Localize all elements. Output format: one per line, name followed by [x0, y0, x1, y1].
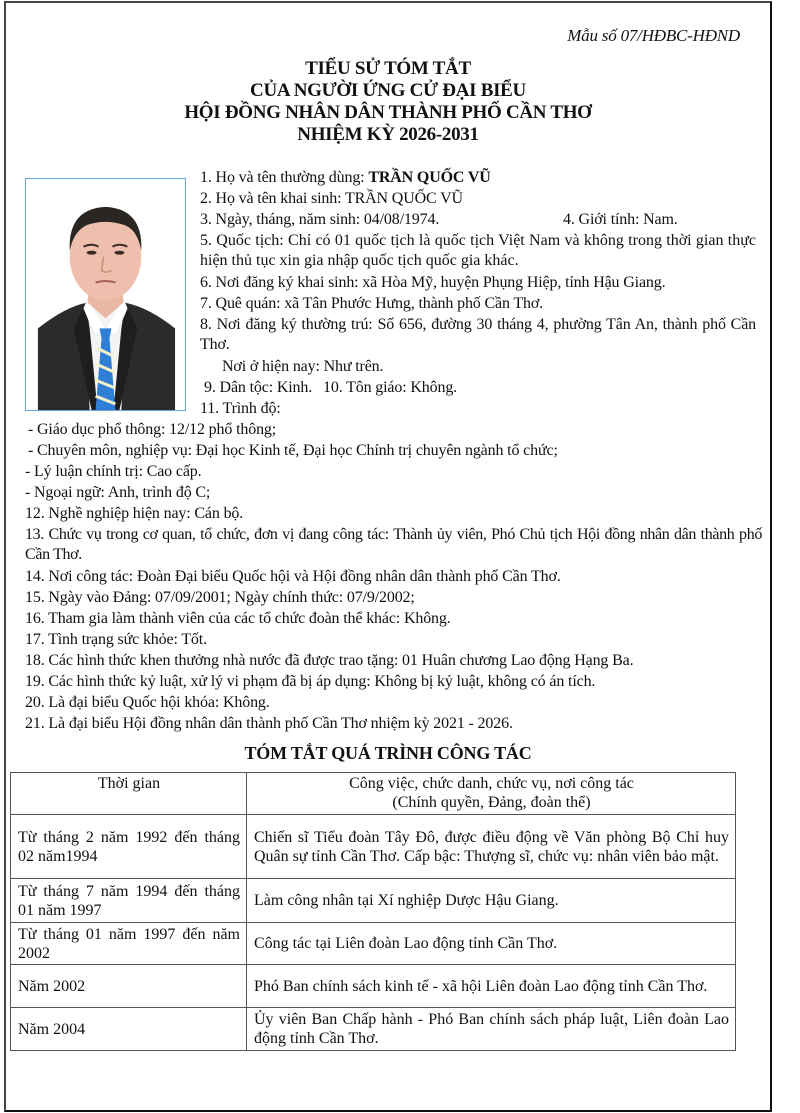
- header-time: Thời gian: [11, 773, 247, 815]
- item-6-birth-registration: 6. Nơi đăng ký khai sinh: xã Hòa Mỹ, huyện Phụng Hiệp, tỉnh Hậu Giang.: [200, 274, 666, 291]
- header-description-line1: Công việc, chức danh, chức vụ, nơi công tác: [349, 775, 634, 792]
- row-description: Ủy viên Ban Chấp hành - Phó Ban chính sách pháp luật, Liên đoàn Lao động tỉnh Cần Thơ.: [247, 1008, 736, 1051]
- item-8-current-residence: Nơi ở hiện nay: Như trên.: [222, 358, 384, 375]
- title-line: HỘI ĐỒNG NHÂN DÂN THÀNH PHỐ CẦN THƠ: [184, 102, 592, 123]
- item-7-hometown: 7. Quê quán: xã Tân Phước Hưng, thành phố Cần Thơ.: [200, 295, 544, 312]
- item-11-foreign-language: - Ngoại ngữ: Anh, trình độ C;: [25, 484, 211, 501]
- item-4-gender: 4. Giới tính: Nam.: [563, 211, 678, 228]
- item-11-general-education: - Giáo dục phổ thông: 12/12 phổ thông;: [28, 421, 277, 438]
- row-time: Từ tháng 2 năm 1992 đến tháng 02 năm1994: [11, 815, 247, 879]
- item-1-label: 1. Họ và tên thường dùng:: [200, 169, 369, 186]
- row-description: Làm công nhân tại Xí nghiệp Dược Hậu Giang.: [247, 879, 736, 923]
- table-row: [11, 815, 736, 879]
- item-16-memberships: 16. Tham gia làm thành viên của các tổ chức đoàn thể khác: Không.: [25, 610, 451, 627]
- row-description: Chiến sĩ Tiểu đoàn Tây Đô, được điều động về Văn phòng Bộ Chỉ huy Quân sự tỉnh Cần Thơ. Cấp bậc: Thượng sĩ, chức vụ: nhân viên bảo mật.: [247, 815, 736, 879]
- portrait-photo-icon: [26, 179, 185, 410]
- item-11-education-heading: 11. Trình độ:: [200, 400, 281, 417]
- item-15-party-dates: 15. Ngày vào Đảng: 07/09/2001; Ngày chính thức: 07/9/2002;: [25, 589, 415, 606]
- table-header-row: [11, 773, 736, 815]
- row-time: Từ tháng 7 năm 1994 đến tháng 01 năm 1997: [11, 879, 247, 923]
- header-description-line2: (Chính quyền, Đảng, đoàn thể): [392, 794, 591, 811]
- item-9-ethnicity: 9. Dân tộc: Kinh.: [204, 379, 313, 396]
- item-11-political-theory: - Lý luận chính trị: Cao cấp.: [25, 463, 202, 480]
- item-2-birth-name: 2. Họ và tên khai sinh: TRẦN QUỐC VŨ: [200, 190, 463, 207]
- row-description: Phó Ban chính sách kinh tế - xã hội Liên đoàn Lao động tỉnh Cần Thơ.: [247, 965, 736, 1008]
- table-row: [11, 879, 736, 923]
- form-code: Mẫu số 07/HĐBC-HĐND: [567, 26, 740, 45]
- row-description: Công tác tại Liên đoàn Lao động tỉnh Cần Thơ.: [247, 923, 736, 965]
- table-row: [11, 923, 736, 965]
- row-time: Năm 2002: [11, 965, 247, 1008]
- document-title: [0, 58, 776, 146]
- row-time: Năm 2004: [11, 1008, 247, 1051]
- item-20-national-assembly: 20. Là đại biểu Quốc hội khóa: Không.: [25, 694, 270, 711]
- candidate-photo: [25, 178, 186, 411]
- item-14-workplace: 14. Nơi công tác: Đoàn Đại biểu Quốc hội và Hội đồng nhân dân thành phố Cần Thơ.: [25, 568, 561, 585]
- item-3-birth-date: 3. Ngày, tháng, năm sinh: 04/08/1974.: [200, 211, 440, 228]
- title-line: NHIỆM KỲ 2026-2031: [297, 124, 479, 145]
- item-8-permanent-residence: 8. Nơi đăng ký thường trú: Số 656, đường 30 tháng 4, phường Tân An, thành phố Cần Thơ.: [200, 316, 756, 353]
- title-line: CỦA NGƯỜI ỨNG CỬ ĐẠI BIỂU: [250, 80, 526, 101]
- header-description: [247, 773, 736, 815]
- table-row: [11, 965, 736, 1008]
- item-21-council-term: 21. Là đại biểu Hội đồng nhân dân thành phố Cần Thơ nhiệm kỳ 2021 - 2026.: [25, 715, 513, 732]
- table-row: [11, 1008, 736, 1051]
- title-line: TIỂU SỬ TÓM TẮT: [305, 58, 471, 79]
- item-5-nationality: 5. Quốc tịch: Chỉ có 01 quốc tịch là quốc tịch Việt Nam và không trong thời gian thực hiện thủ tục xin gia nhập quốc tịch quốc gia khác.: [200, 232, 756, 269]
- item-17-health: 17. Tình trạng sức khỏe: Tốt.: [25, 631, 207, 648]
- item-10-religion: 10. Tôn giáo: Không.: [323, 379, 458, 396]
- item-1-common-name: [200, 168, 491, 188]
- work-history-title: TÓM TẮT QUÁ TRÌNH CÔNG TÁC: [244, 743, 532, 763]
- item-11-professional: - Chuyên môn, nghiệp vụ: Đại học Kinh tế, Đại học Chính trị chuyên ngành tổ chức;: [28, 442, 558, 459]
- row-time: Từ tháng 01 năm 1997 đến năm 2002: [11, 923, 247, 965]
- work-history-table: [10, 772, 736, 1051]
- item-1-value: TRẦN QUỐC VŨ: [368, 169, 491, 186]
- item-13-position: 13. Chức vụ trong cơ quan, tổ chức, đơn vị đang công tác: Thành ủy viên, Phó Chủ tịch Hội đồng nhân dân thành phố Cần Thơ.: [25, 526, 762, 563]
- item-12-occupation: 12. Nghề nghiệp hiện nay: Cán bộ.: [25, 505, 244, 522]
- item-19-discipline: 19. Các hình thức kỷ luật, xử lý vi phạm đã bị áp dụng: Không bị kỷ luật, không có án tích.: [25, 673, 596, 690]
- item-18-awards: 18. Các hình thức khen thưởng nhà nước đã được trao tặng: 01 Huân chương Lao động Hạng Ba.: [25, 652, 634, 669]
